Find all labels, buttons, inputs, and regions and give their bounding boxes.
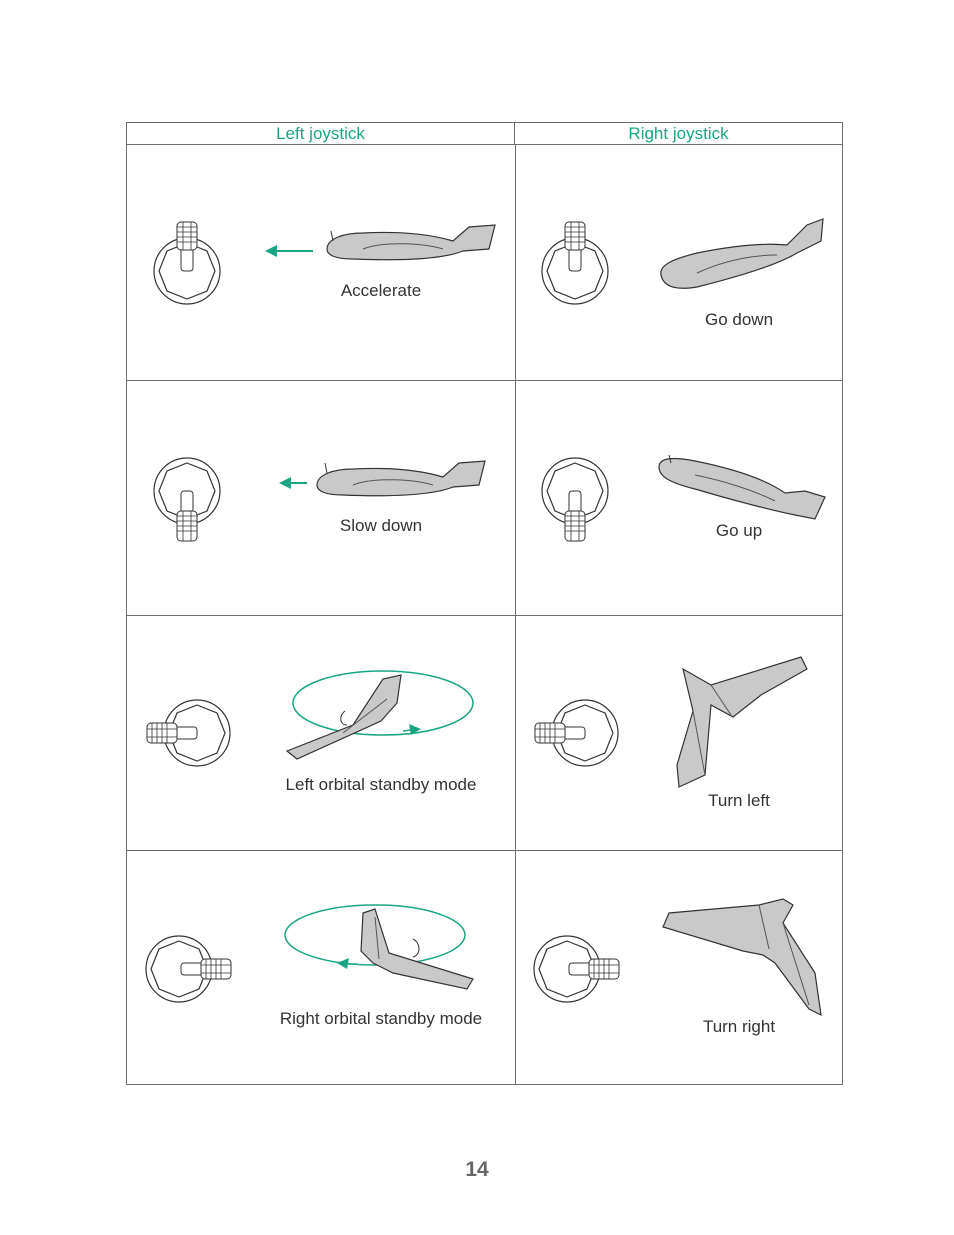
arrow-left-icon: [279, 475, 309, 491]
joystick-down-icon: [153, 455, 223, 547]
caption-slow-down: Slow down: [339, 516, 423, 535]
drone-orbit-right-icon: [283, 903, 483, 1003]
caption-turn-left: Turn left: [708, 791, 770, 810]
drone-side-slow-icon: [313, 457, 488, 503]
header-left-joystick: Left joystick: [127, 123, 515, 145]
drone-side-forward-icon: [323, 221, 498, 267]
joystick-right-icon: [143, 935, 235, 1005]
joystick-down-icon: [541, 455, 611, 547]
caption-right-orbital-standby-mode: Right orbital standby mode: [279, 1009, 483, 1028]
caption-accelerate: Accelerate: [340, 281, 422, 300]
joystick-right-icon: [531, 935, 623, 1005]
caption-turn-right: Turn right: [702, 1017, 776, 1036]
caption-left-orbital-standby-mode: Left orbital standby mode: [285, 775, 477, 794]
controls-table: [126, 122, 843, 1085]
arrow-left-icon: [265, 243, 315, 259]
drone-side-nose-down-icon: [657, 215, 827, 293]
joystick-left-icon: [531, 699, 623, 769]
caption-go-up: Go up: [715, 521, 763, 540]
drone-bank-right-icon: [659, 893, 825, 1023]
caption-go-down: Go down: [704, 310, 774, 329]
header-right-joystick: Right joystick: [515, 123, 842, 145]
joystick-up-icon: [153, 219, 223, 309]
drone-bank-left-icon: [671, 655, 811, 795]
page-number: 14: [465, 1158, 489, 1181]
row-divider: [127, 380, 842, 381]
row-divider: [127, 850, 842, 851]
joystick-up-icon: [541, 219, 611, 309]
joystick-left-icon: [143, 699, 235, 769]
drone-side-nose-up-icon: [655, 453, 827, 525]
row-divider: [127, 615, 842, 616]
drone-orbit-left-icon: [283, 663, 483, 763]
